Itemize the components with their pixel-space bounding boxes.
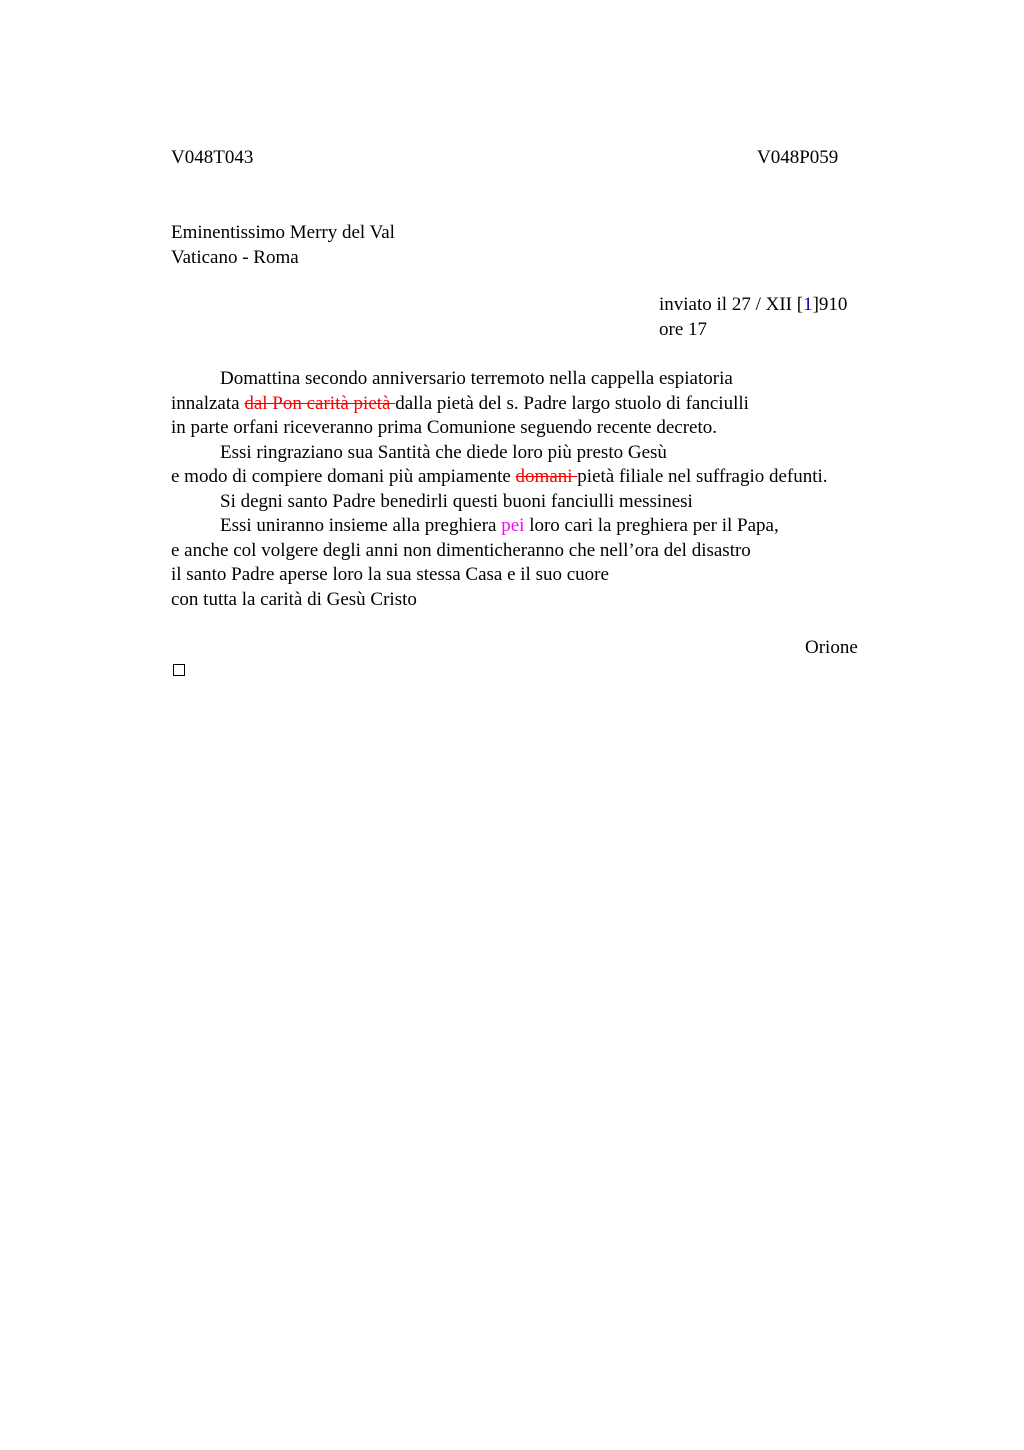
telegram-body (171, 367, 828, 612)
body-line: Essi uniranno insieme alla preghiera pei loro cari la preghiera per il Papa, (220, 515, 779, 536)
address-block (171, 221, 395, 270)
empty-box-icon (173, 664, 185, 676)
body-line: il santo Padre aperse loro la sua stessa Casa e il suo cuore (171, 564, 609, 585)
document-code-right: V048P059 (757, 147, 839, 168)
body-line: con tutta la carità di Gesù Cristo (171, 588, 417, 610)
document-code-left: V048T043 (171, 147, 254, 168)
deleted-text: dal Pon carità pietà (244, 392, 396, 414)
body-line: Domattina secondo anniversario terremoto nella cappella espiatoria (220, 368, 733, 389)
signature: Orione (805, 637, 858, 658)
body-line: in parte orfani riceveranno prima Comunione seguendo recente decreto. (171, 417, 718, 438)
addressee: Eminentissimo Merry del Val (171, 222, 395, 243)
body-line: e modo di compiere domani più ampiamente domani pietà filiale nel suffragio defunti. (171, 466, 828, 487)
body-line: innalzata dal Pon carità pietà dalla pietà del s. Padre largo stuolo di fanciulli (171, 392, 749, 414)
body-line: Essi ringraziano sua Santità che diede loro più presto Gesù (220, 441, 667, 463)
body-line: e anche col volgere degli anni non dimenticheranno che nell’ora del disastro (171, 539, 751, 561)
address-location: Vaticano - Roma (171, 246, 299, 268)
sent-info (659, 293, 847, 342)
deleted-text: domani (515, 466, 578, 487)
editorial-digit: 1 (803, 294, 813, 315)
sent-time: ore 17 (659, 318, 708, 340)
sent-date: inviato il 27 / XII [1]910 (659, 294, 848, 315)
body-line: Si degni santo Padre benedirli questi buoni fanciulli messinesi (220, 490, 693, 512)
inserted-text: pei (501, 515, 525, 536)
